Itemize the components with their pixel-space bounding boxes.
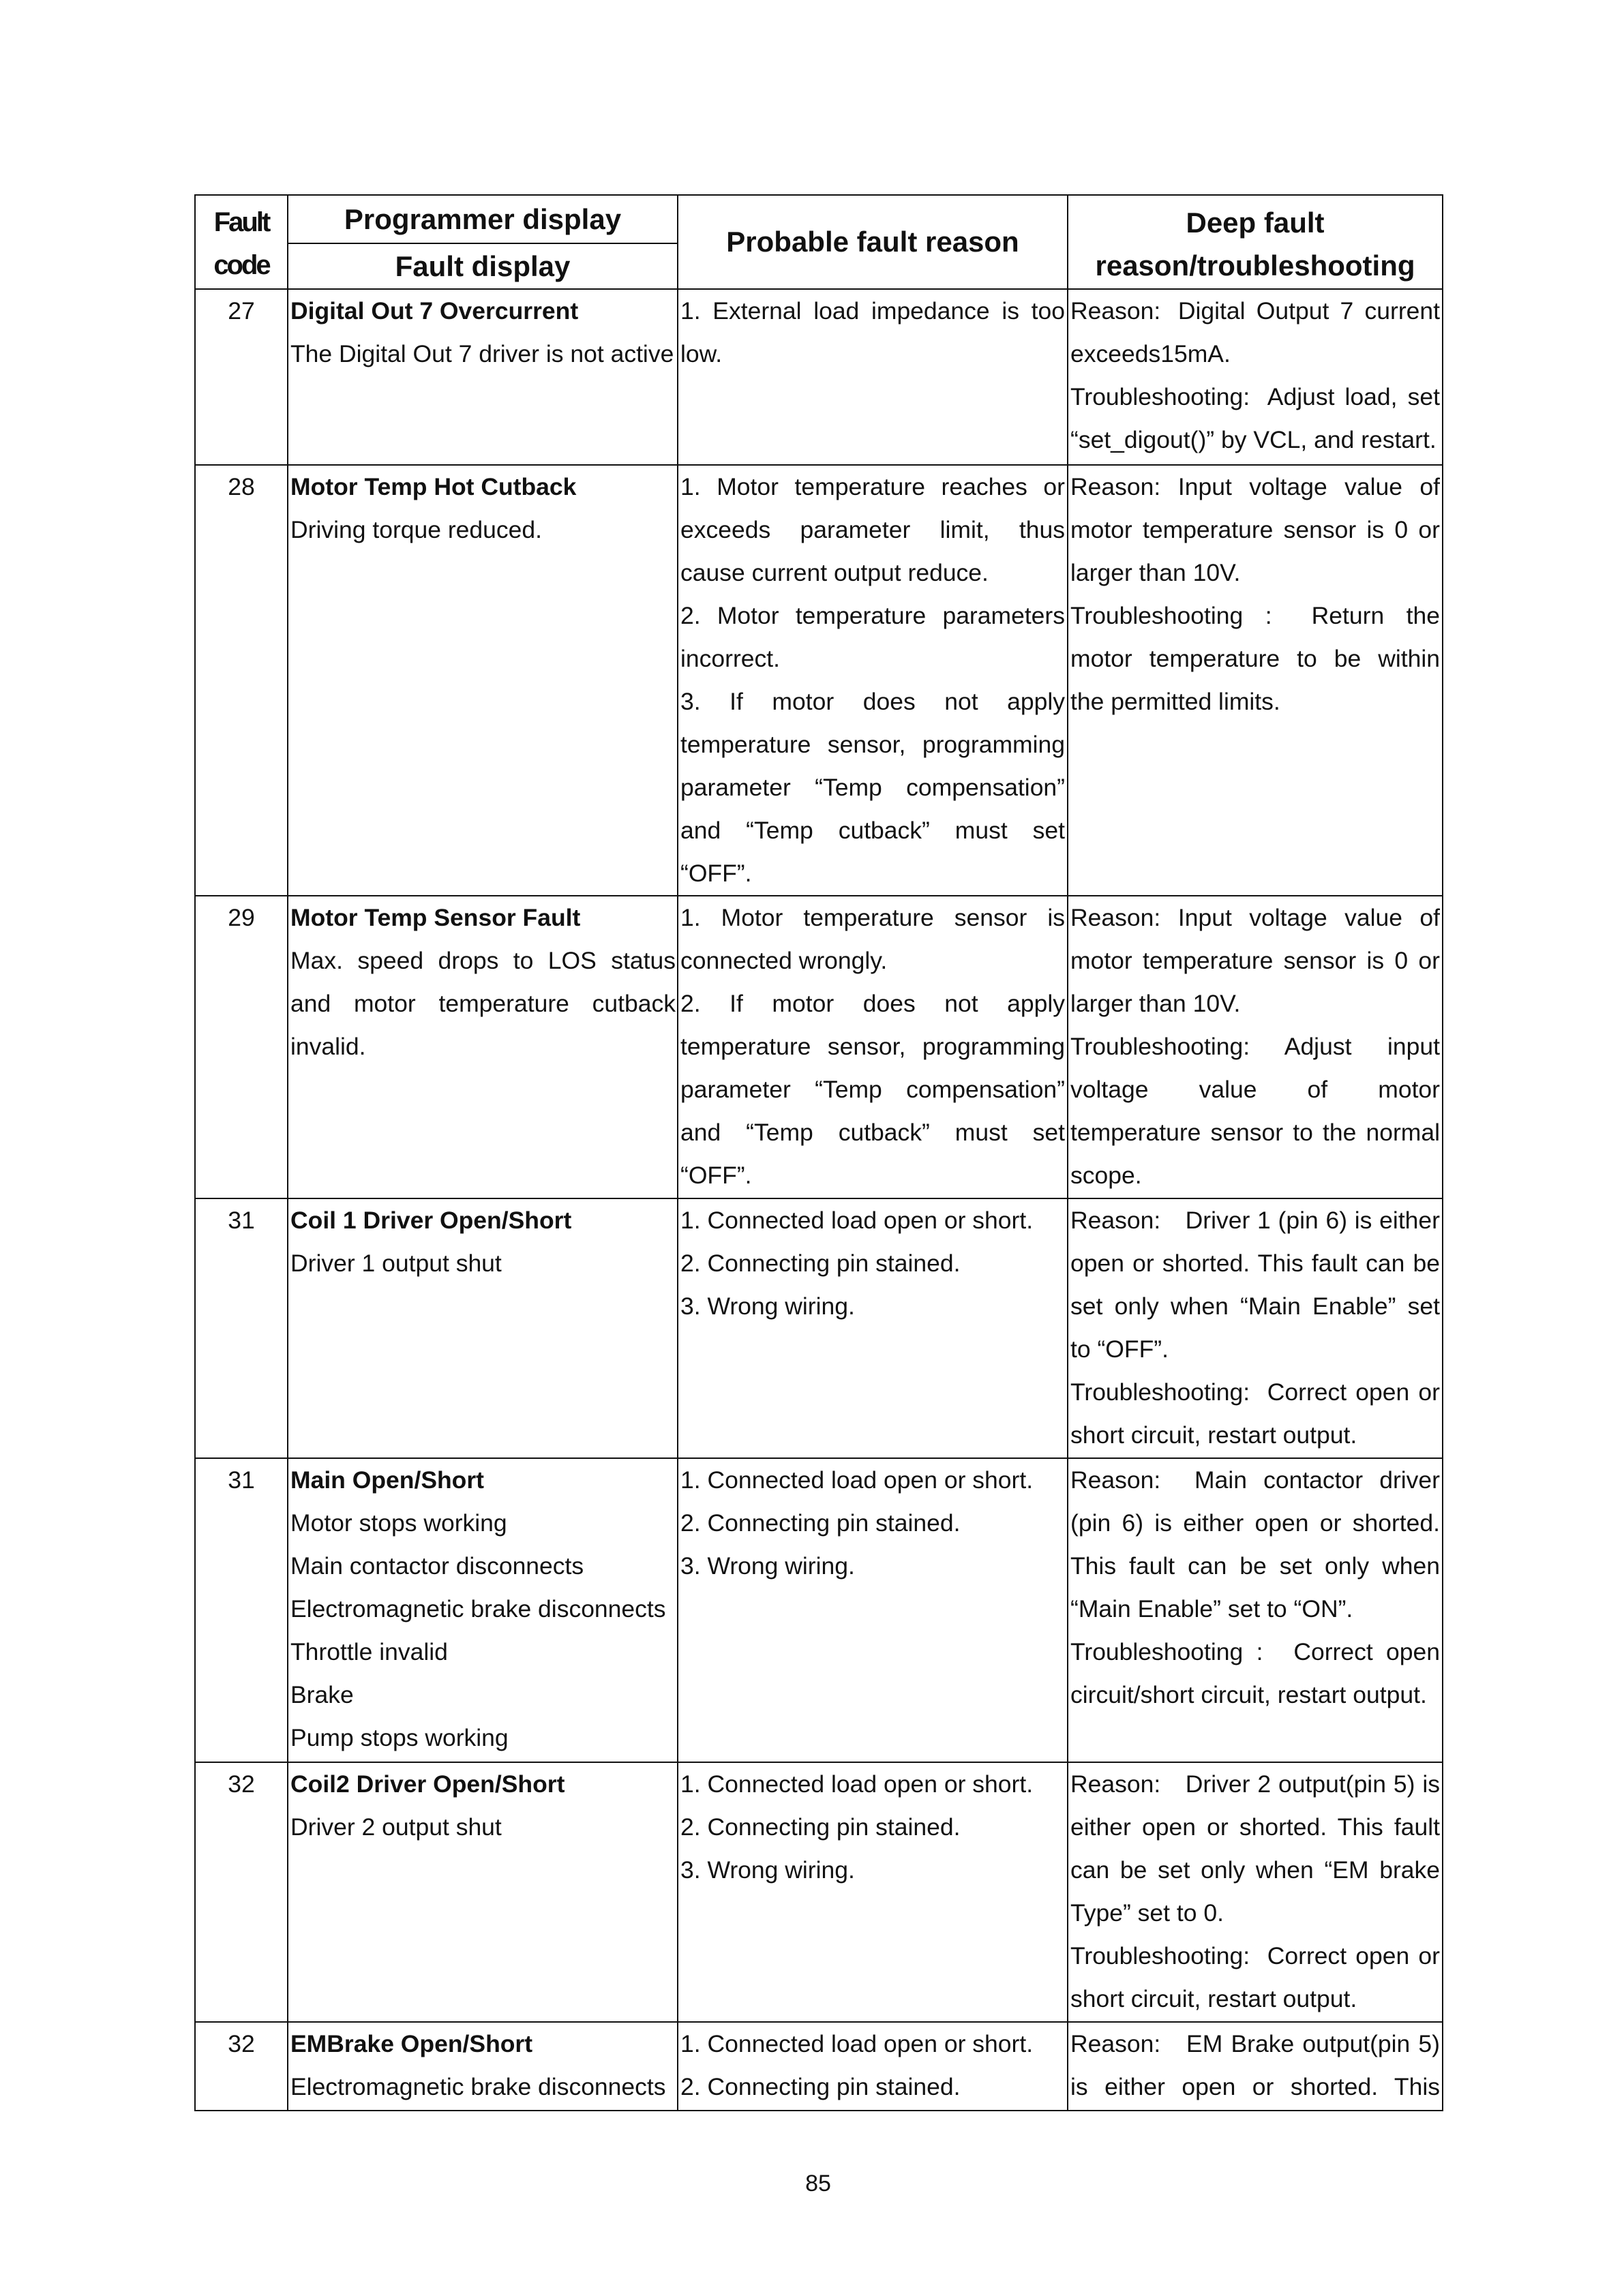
fault-code: 28: [228, 473, 255, 500]
probable-reason-line: connected wrongly.: [680, 947, 888, 974]
header-fault-code-line-1: Fault: [213, 207, 269, 237]
troubleshooting-cell: [1068, 290, 1443, 466]
header-programmer-display-group: [288, 196, 678, 290]
table-row: [196, 290, 1443, 466]
probable-reason-line: 1. Motor temperature sensor is: [680, 904, 1065, 931]
probable-reason-cell: [678, 1763, 1068, 2023]
troubleshooting-line: Reason Driver 2 output(pin 5) is: [1070, 1763, 1440, 1806]
colon-glyph: [1243, 1935, 1267, 1978]
troubleshooting-cell: [1068, 2023, 1443, 2111]
probable-reason-line: exceeds parameter limit, thus: [680, 516, 1065, 543]
colon-glyph: [1154, 466, 1178, 509]
fault-display-title: Motor Temp Sensor Fault: [290, 904, 581, 931]
troubleshooting-line: circuit/short circuit, restart output.: [1070, 1681, 1427, 1708]
table-row: [196, 896, 1443, 1199]
troubleshooting-line: Troubleshooting Correct open or: [1070, 1935, 1440, 1978]
probable-reason-line: 3. Wrong wiring.: [680, 1856, 855, 1884]
troubleshooting-line: scope.: [1070, 1162, 1142, 1189]
header-fault-code: [196, 196, 288, 290]
troubleshooting-line: (pin 6) is either open or shorted.: [1070, 1509, 1440, 1537]
troubleshooting-line: Troubleshooting Adjust load, set: [1070, 376, 1440, 419]
troubleshooting-line: This fault can be set only when: [1070, 1552, 1440, 1580]
colon-glyph: [1257, 1631, 1281, 1674]
fault-display-cell: [288, 290, 678, 466]
fault-display-cell: [288, 1199, 678, 1459]
fault-display-line: Electromagnetic brake disconnects: [290, 2073, 666, 2100]
probable-reason-line: low.: [680, 340, 723, 367]
troubleshooting-line: set only when “Main Enable” set: [1070, 1293, 1440, 1320]
probable-reason-cell: [678, 1459, 1068, 1763]
table-row: [196, 1763, 1443, 2023]
header-deep-fault-line-1: Deep fault: [1186, 207, 1325, 239]
troubleshooting-cell: [1068, 466, 1443, 896]
troubleshooting-cell: [1068, 896, 1443, 1199]
troubleshooting-line: Troubleshooting Return the: [1070, 594, 1440, 637]
troubleshooting-line: Reason Input voltage value of: [1070, 896, 1440, 939]
troubleshooting-line: to “OFF”.: [1070, 1335, 1169, 1363]
probable-reason-line: 3. Wrong wiring.: [680, 1293, 855, 1320]
troubleshooting-line: larger than 10V.: [1070, 990, 1241, 1017]
colon-glyph: [1154, 2023, 1178, 2066]
fault-display-title: Digital Out 7 Overcurrent: [290, 297, 579, 324]
fault-display-cell: [288, 1763, 678, 2023]
troubleshooting-line: Troubleshooting Correct open or: [1070, 1371, 1440, 1414]
troubleshooting-line: short circuit, restart output.: [1070, 1985, 1357, 2012]
fault-code: 27: [228, 297, 255, 324]
colon-glyph: [1154, 1459, 1178, 1502]
troubleshooting-line: “Main Enable” set to “ON”.: [1070, 1595, 1353, 1622]
troubleshooting-line: either open or shorted. This fault: [1070, 1813, 1440, 1841]
fault-code-cell: [196, 290, 288, 466]
troubleshooting-cell: [1068, 1459, 1443, 1763]
header-fault-code-line-2: code: [213, 250, 269, 280]
troubleshooting-line: Reason Input voltage value of: [1070, 466, 1440, 509]
troubleshooting-line: motor temperature sensor is 0 or: [1070, 947, 1440, 974]
troubleshooting-line: voltage value of motor: [1070, 1076, 1440, 1103]
troubleshooting-line: the permitted limits.: [1070, 688, 1280, 715]
page-number: 85: [805, 2171, 831, 2196]
troubleshooting-line: Reason Digital Output 7 current: [1070, 290, 1440, 333]
troubleshooting-line: open or shorted. This fault can be: [1070, 1250, 1440, 1277]
fault-display-title: Motor Temp Hot Cutback: [290, 473, 577, 500]
header-deep-fault: [1068, 196, 1443, 290]
troubleshooting-line: is either open or shorted. This: [1070, 2073, 1440, 2100]
probable-reason-cell: [678, 896, 1068, 1199]
troubleshooting-line: exceeds15mA.: [1070, 340, 1231, 367]
fault-code: 31: [228, 1466, 255, 1494]
probable-reason-line: 2. Connecting pin stained.: [680, 1509, 961, 1537]
colon-glyph: [1243, 1371, 1267, 1414]
probable-reason-line: 1. Connected load open or short.: [680, 1207, 1034, 1234]
fault-code: 32: [228, 1770, 255, 1798]
fault-display-line: Brake: [290, 1681, 354, 1708]
probable-reason-line: incorrect.: [680, 645, 780, 672]
fault-display-title: Coil2 Driver Open/Short: [290, 1770, 565, 1798]
troubleshooting-line: motor temperature sensor is 0 or: [1070, 516, 1440, 543]
troubleshooting-line: Reason Main contactor driver: [1070, 1459, 1440, 1502]
probable-reason-cell: [678, 290, 1068, 466]
fault-code-cell: [196, 1763, 288, 2023]
fault-display-line: Throttle invalid: [290, 1638, 448, 1665]
troubleshooting-line: “set_digout()” by VCL, and restart.: [1070, 426, 1437, 453]
troubleshooting-line: Troubleshooting Correct open: [1070, 1631, 1440, 1674]
header-deep-fault-line-2: reason/troubleshooting: [1095, 250, 1415, 282]
fault-code-cell: [196, 1459, 288, 1763]
probable-reason-line: 2. Connecting pin stained.: [680, 1813, 961, 1841]
probable-reason-line: and “Temp cutback” must set: [680, 817, 1065, 844]
troubleshooting-line: can be set only when “EM brake: [1070, 1856, 1440, 1884]
probable-reason-line: 2. Connecting pin stained.: [680, 1250, 961, 1277]
table-row: [196, 1199, 1443, 1459]
probable-reason-line: cause current output reduce.: [680, 559, 989, 586]
probable-reason-line: 1. External load impedance is too: [680, 297, 1065, 324]
fault-display-line: Main contactor disconnects: [290, 1552, 584, 1580]
troubleshooting-cell: [1068, 1763, 1443, 2023]
troubleshooting-cell: [1068, 1199, 1443, 1459]
fault-display-line: Driver 2 output shut: [290, 1813, 502, 1841]
probable-reason-line: 3. Wrong wiring.: [680, 1552, 855, 1580]
troubleshooting-line: Reason EM Brake output(pin 5): [1070, 2023, 1440, 2066]
probable-reason-line: parameter “Temp compensation”: [680, 774, 1065, 801]
fault-display-line: Driving torque reduced.: [290, 516, 543, 543]
header-fault-display: Fault display: [395, 250, 571, 282]
colon-glyph: [1154, 896, 1178, 939]
colon-glyph: [1243, 376, 1267, 419]
probable-reason-cell: [678, 466, 1068, 896]
colon-glyph: [1265, 594, 1290, 637]
probable-reason-line: and “Temp cutback” must set: [680, 1119, 1065, 1146]
probable-reason-line: “OFF”.: [680, 1162, 752, 1189]
troubleshooting-line: Type” set to 0.: [1070, 1899, 1224, 1927]
fault-display-line: invalid.: [290, 1033, 366, 1060]
fault-display-title: Main Open/Short: [290, 1466, 484, 1494]
fault-display-cell: [288, 2023, 678, 2111]
colon-glyph: [1154, 1763, 1178, 1806]
table-row: [196, 1459, 1443, 1763]
header-programmer-display: Programmer display: [288, 196, 677, 244]
probable-reason-line: parameter “Temp compensation”: [680, 1076, 1065, 1103]
fault-display-cell: [288, 896, 678, 1199]
fault-code: 32: [228, 2030, 255, 2057]
fault-display-title: Coil 1 Driver Open/Short: [290, 1207, 572, 1234]
fault-display-line: Driver 1 output shut: [290, 1250, 502, 1277]
probable-reason-line: 2. If motor does not apply: [680, 990, 1065, 1017]
fault-code: 29: [228, 904, 255, 931]
probable-reason-line: temperature sensor, programming: [680, 731, 1065, 758]
probable-reason-line: 1. Connected load open or short.: [680, 1770, 1034, 1798]
probable-reason-line: 2. Connecting pin stained.: [680, 2073, 961, 2100]
fault-display-line: The Digital Out 7 driver is not active: [290, 340, 674, 367]
table-body: [196, 290, 1443, 2111]
troubleshooting-line: motor temperature to be within: [1070, 645, 1440, 672]
fault-display-cell: [288, 466, 678, 896]
troubleshooting-line: short circuit, restart output.: [1070, 1421, 1357, 1449]
table-header: [196, 196, 1443, 290]
probable-reason-cell: [678, 2023, 1068, 2111]
fault-code-cell: [196, 466, 288, 896]
probable-reason-line: 3. If motor does not apply: [680, 688, 1065, 715]
probable-reason-cell: [678, 1199, 1068, 1459]
troubleshooting-line: larger than 10V.: [1070, 559, 1241, 586]
colon-glyph: [1154, 290, 1178, 333]
table-row: [196, 2023, 1443, 2111]
fault-display-line: and motor temperature cutback: [290, 990, 676, 1017]
fault-display-line: Electromagnetic brake disconnects: [290, 1595, 666, 1622]
fault-display-line: Pump stops working: [290, 1724, 509, 1751]
probable-reason-line: 1. Connected load open or short.: [680, 1466, 1034, 1494]
header-probable-fault-reason: Probable fault reason: [678, 196, 1068, 290]
fault-code-cell: [196, 1199, 288, 1459]
probable-reason-line: 1. Connected load open or short.: [680, 2030, 1034, 2057]
fault-display-line: Max. speed drops to LOS status: [290, 947, 676, 974]
fault-code-cell: [196, 2023, 288, 2111]
fault-display-title: EMBrake Open/Short: [290, 2030, 533, 2057]
probable-reason-line: 1. Motor temperature reaches or: [680, 473, 1065, 500]
colon-glyph: [1154, 1199, 1178, 1242]
fault-code: 31: [228, 1207, 255, 1234]
fault-display-line: Motor stops working: [290, 1509, 507, 1537]
probable-reason-line: “OFF”.: [680, 860, 752, 887]
troubleshooting-line: temperature sensor to the normal: [1070, 1119, 1440, 1146]
troubleshooting-line: Troubleshooting: Adjust input: [1070, 1033, 1440, 1060]
table-row: [196, 466, 1443, 896]
probable-reason-line: temperature sensor, programming: [680, 1033, 1065, 1060]
probable-reason-line: 2. Motor temperature parameters: [680, 602, 1065, 629]
troubleshooting-line: Reason Driver 1 (pin 6) is either: [1070, 1199, 1440, 1242]
fault-display-cell: [288, 1459, 678, 1763]
fault-code-cell: [196, 896, 288, 1199]
fault-table: [194, 194, 1443, 2111]
